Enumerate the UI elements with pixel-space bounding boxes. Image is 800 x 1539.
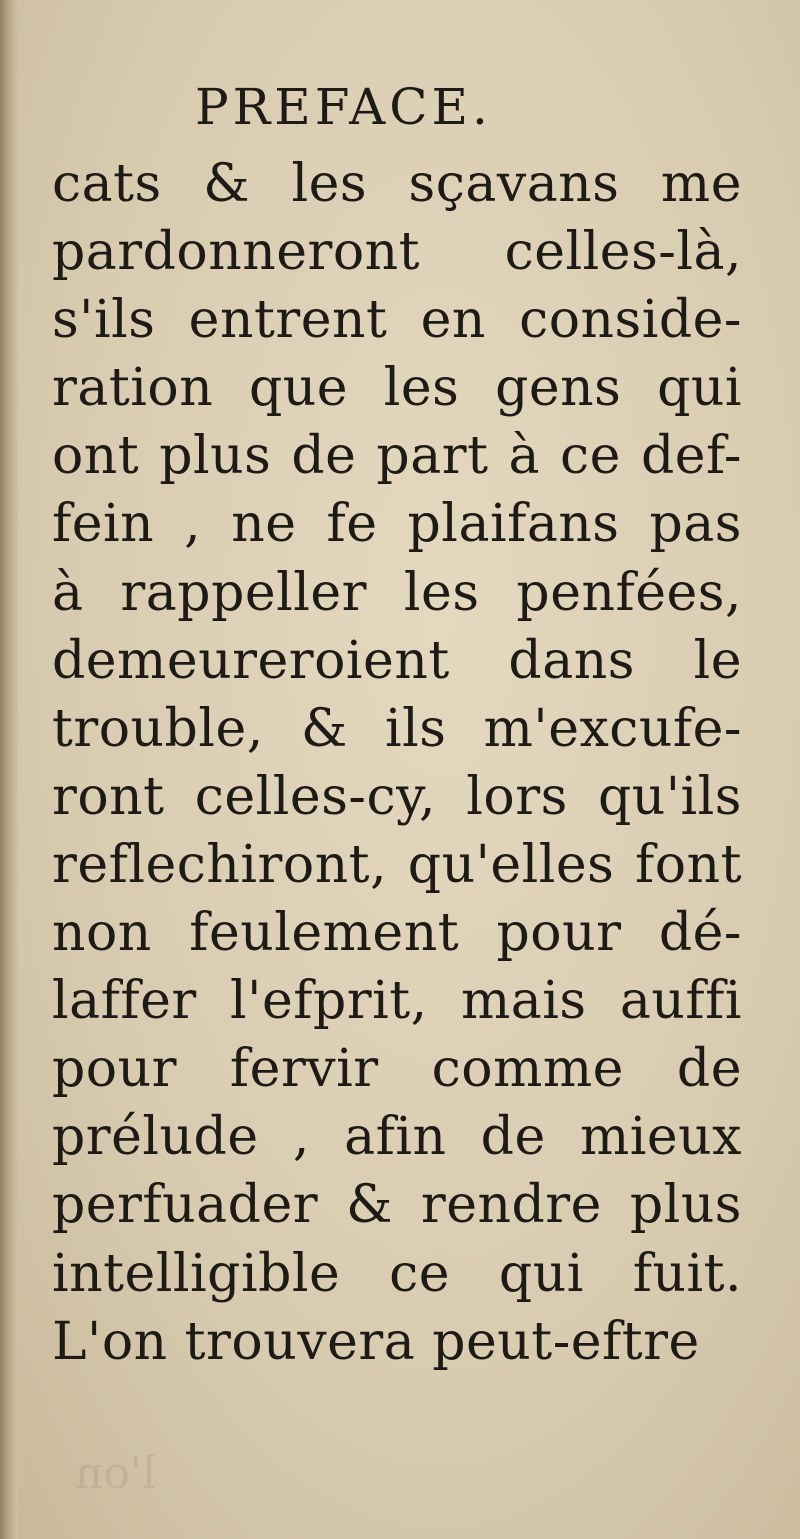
text-line: L'on trouvera peut-eftre	[52, 1311, 700, 1372]
bleed-through-text: l'on	[75, 1448, 156, 1499]
text-line: s'ils entrent en conside-	[52, 290, 742, 351]
text-line: pour fervir comme de	[52, 1039, 742, 1100]
text-line: ront celles-cy, lors qu'ils	[52, 766, 742, 827]
page-gutter	[0, 0, 18, 1539]
text-line: ont plus de part à ce def-	[52, 426, 742, 487]
text-line: cats & les sçavans me	[52, 154, 742, 214]
text-line: laffer l'efprit, mais auffi	[52, 971, 742, 1032]
text-line: ration que les gens qui	[52, 358, 742, 419]
text-line: perfuader & rendre plus	[52, 1175, 742, 1236]
text-line: reflechiront, qu'elles font	[52, 834, 742, 895]
text-line: non feulement pour dé-	[52, 903, 742, 964]
body-text	[52, 150, 742, 1376]
text-line: à rappeller les penfées,	[52, 562, 742, 623]
text-line: pardonneront celles-là,	[52, 222, 742, 283]
text-line: prélude , afin de mieux	[52, 1107, 742, 1168]
text-line: demeureroient dans le	[52, 630, 742, 691]
text-line: intelligible ce qui fuit.	[52, 1243, 742, 1304]
text-line: fein , ne fe plaifans pas	[52, 494, 742, 555]
text-line: trouble, & ils m'excufe-	[52, 698, 742, 759]
running-head: PREFACE.	[195, 78, 492, 136]
